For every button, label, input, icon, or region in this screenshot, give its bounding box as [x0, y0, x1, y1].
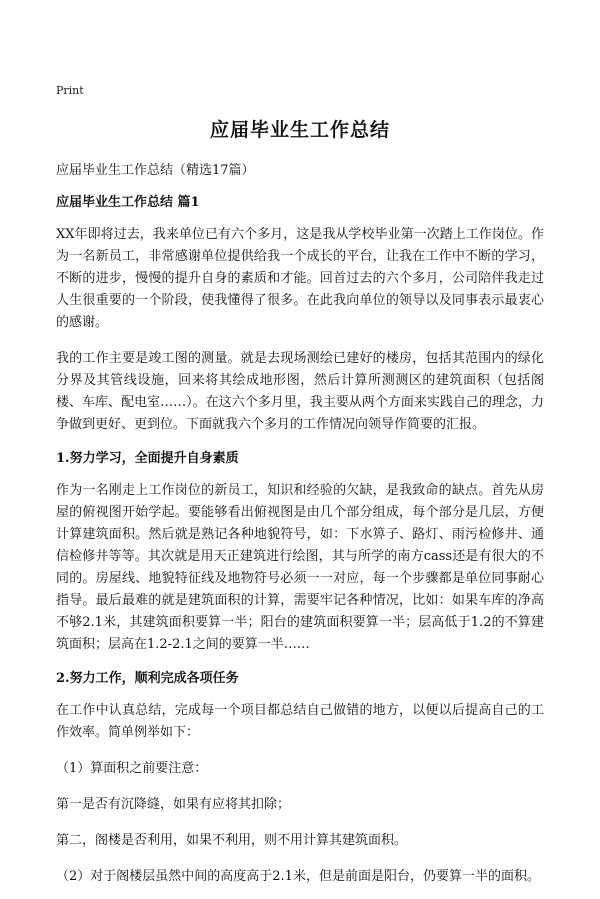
list-item-settlement-joint: 第一是否有沉降缝，如果有应将其扣除；	[56, 797, 291, 812]
list-item-area-note: （1）算面积之前要注意：	[56, 761, 208, 776]
paragraph-work-summary: 在工作中认真总结，完成每一个项目都总结自己做错的地方，以便以后提高自己的工作效率。简单例举如下：	[56, 703, 544, 740]
list-item-attic-use: 第二，阁楼是否利用，如果不利用，则不用计算其建筑面积。	[56, 833, 408, 848]
paragraph-study: 作为一名刚走上工作岗位的新员工，知识和经验的欠缺，是我致命的缺点。首先从房屋的俯视图开始学起。要能够看出俯视图是由几个部分组成，每个部分是几层，方便计算建筑面积。然后就是熟记各种地貌符号，如：下水箅子、路灯、雨污检修井、通信检修井等等。其次就是用天正建筑进行绘图，其与所学的南方cass还是有很大的不同的。房屋线、地貌特征线及地物符号必须一一对应，每一个步骤都是单位同事耐心指导。最后最难的就是建筑面积的计算，需要牢记各种情况，比如：如果车库的净高不够2.1米，其建筑面积要算一半；阳台的建筑面积要算一半；层高低于1.2的不算建筑面积；层高在1.2-2.1之间的要算一半……	[56, 483, 544, 652]
paragraph-intro: XX年即将过去，我来单位已有六个多月，这是我从学校毕业第一次踏上工作岗位。作为一名新员工，非常感谢单位提供给我一个成长的平台，让我在工作中不断的学习，不断的进步，慢慢的提升自身的素质和才能。回首过去的六个多月，公司陪伴我走过人生很重要的一个阶段，使我懂得了很多。在此我向单位的领导以及同事表示最衷心的感谢。	[56, 227, 544, 330]
page-title: 应届毕业生工作总结	[209, 119, 390, 141]
print-label: Print	[56, 84, 84, 97]
heading-study: 1.努力学习，全面提升自身素质	[56, 451, 239, 466]
paragraph-work-scope: 我的工作主要是竣工图的测量。就是去现场测绘已建好的楼房，包括其范围内的绿化分界及其管线设施，回来将其绘成地形图，然后计算所测测区的建筑面积（包括阁楼、车库、配电室……）。在这六个多月里，我主要从两个方面来实践自己的理念，力争做到更好、更到位。下面就我六个多月的工作情况向领导作简要的汇报。	[56, 351, 544, 432]
list-item-attic-height: （2）对于阁楼层虽然中间的高度高于2.1米，但是前面是阳台，仍要算一半的面积。	[56, 869, 540, 884]
subtitle: 应届毕业生工作总结（精选17篇）	[56, 163, 255, 178]
heading-work: 2.努力工作，顺利完成各项任务	[56, 671, 239, 686]
section-heading: 应届毕业生工作总结 篇1	[56, 195, 200, 210]
